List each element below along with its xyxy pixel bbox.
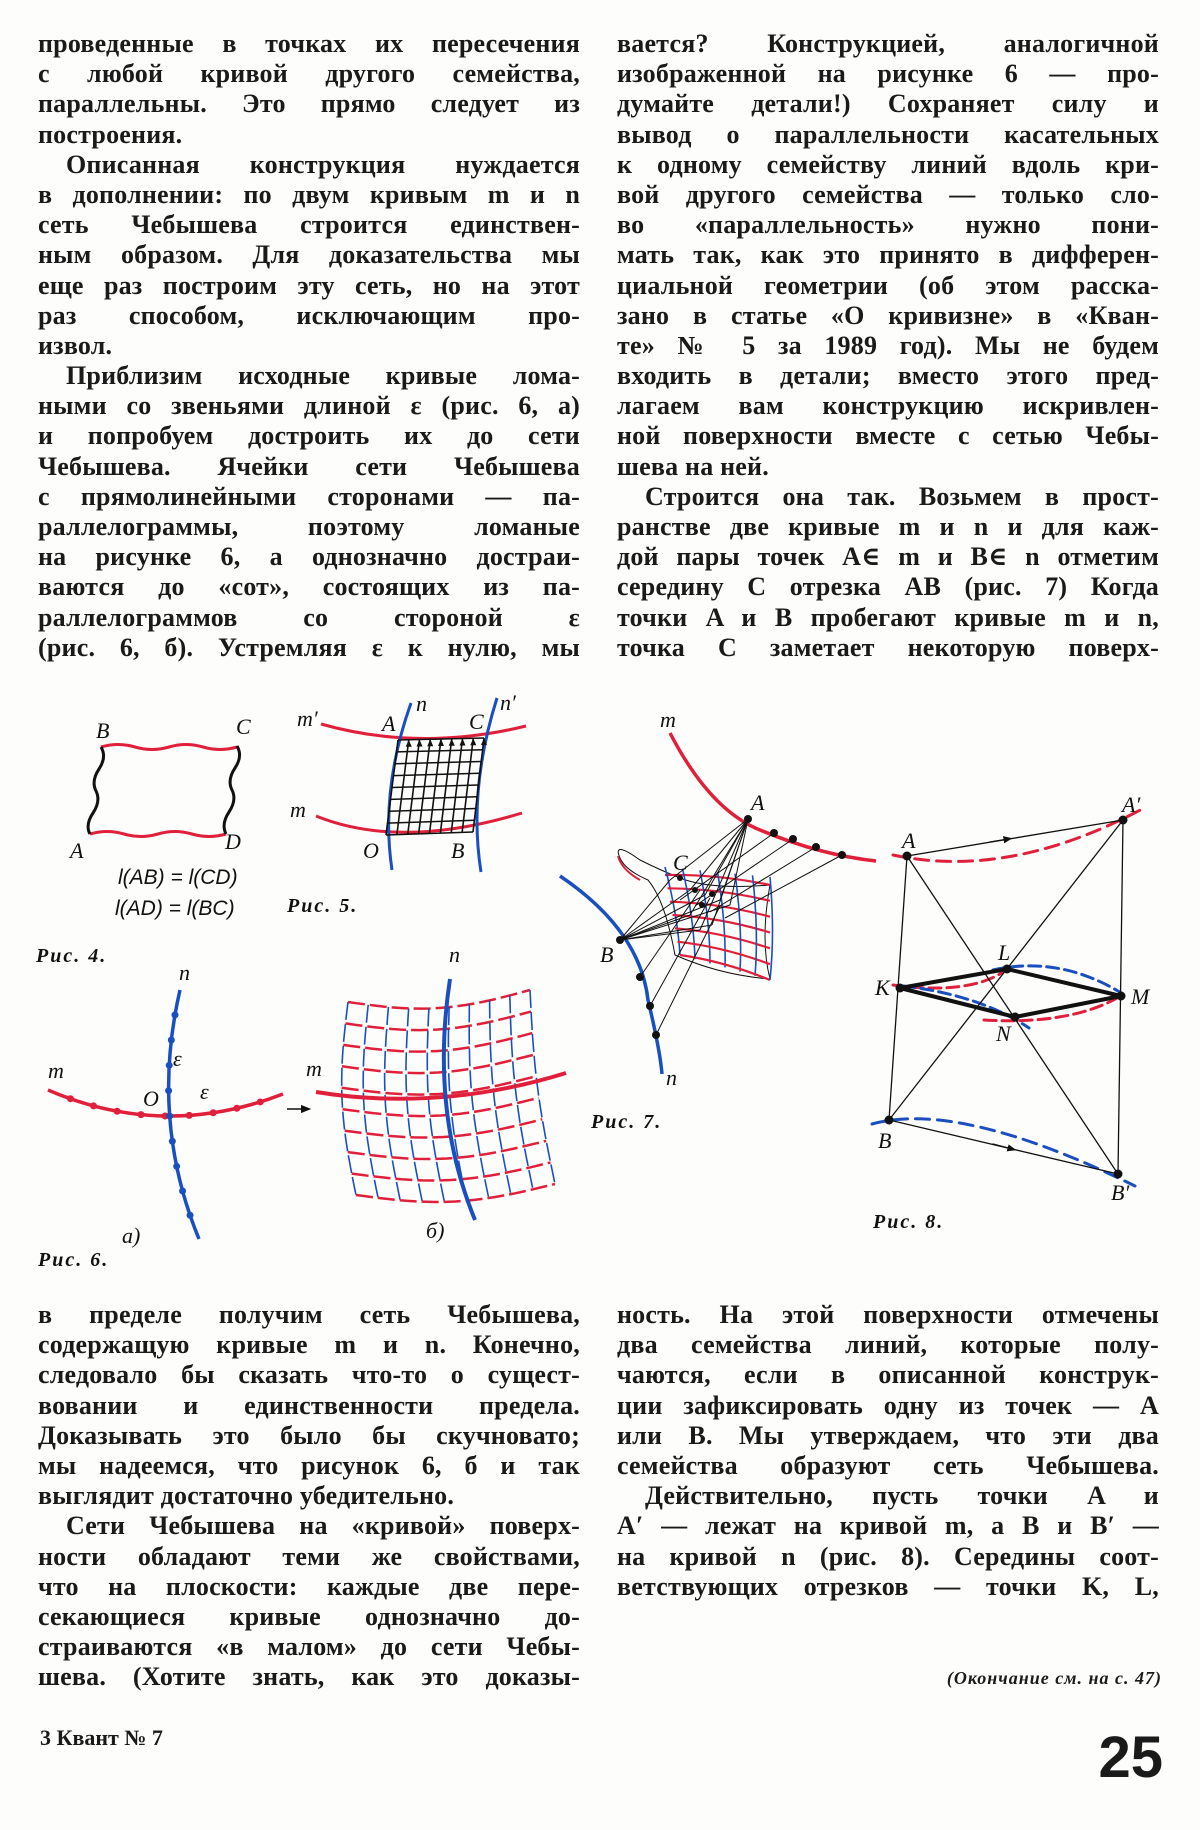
text-line: A′ — лежат на кривой m, а B и B′ —	[617, 1511, 1159, 1541]
vertex-dot	[171, 1011, 178, 1018]
continuation-note: (Окончание см. на с. 47)	[946, 1668, 1162, 1688]
text-line: входить в детали; вместо этого пред-	[617, 361, 1159, 391]
label-a-prime: A′	[1122, 792, 1141, 817]
text-line: построения.	[38, 119, 183, 149]
text-line: ной поверхности вместе с сетью Чебы-	[617, 421, 1159, 451]
curve-ab	[88, 747, 103, 834]
figure-5	[286, 690, 526, 917]
text-line: дой пары точек A∈ m и B∈ n отметим	[617, 542, 1159, 572]
text-line: с любой кривой другого семейства,	[38, 59, 580, 89]
page-number: 25	[1098, 1725, 1163, 1790]
label-n-prime: n′	[500, 690, 516, 715]
grid-line-m-family	[348, 990, 530, 1009]
text-line: середину C отрезка AB (рис. 7) Когда	[617, 572, 1159, 602]
vertex-dot	[166, 1062, 173, 1069]
grid-line-m-family	[343, 1098, 539, 1116]
label-c: C	[673, 850, 688, 875]
label-epsilon-horizontal: ε	[200, 1079, 209, 1104]
text-line: чаются, если в описанной конструк-	[617, 1360, 1159, 1390]
vertex-dot	[186, 1112, 193, 1119]
formula-ab-cd: l(AB) = l(CD)	[118, 866, 238, 889]
vertex-dot	[233, 1105, 240, 1112]
grid-line-n-family	[406, 1008, 422, 1201]
text-line: ции зафиксировать одну из точек — A	[617, 1390, 1159, 1420]
grid-line-m-family	[346, 1012, 532, 1031]
vertex-dot	[187, 1212, 194, 1219]
vertex-dot	[179, 1187, 186, 1194]
polyline-vertices	[67, 1011, 264, 1218]
point-dot	[744, 815, 752, 823]
arrow-icon	[460, 739, 466, 746]
label-o: O	[143, 1086, 159, 1111]
label-b: B	[96, 718, 110, 743]
text-line: (рис. 6, б). Устремляя ε к нулю, мы	[38, 632, 580, 662]
label-b-prime: B′	[1111, 1180, 1130, 1205]
text-line: вывод о параллельности касательных	[617, 119, 1159, 149]
arrow-icon	[993, 1144, 1012, 1149]
text-line: мы надеемся, что рисунок 6, б и так	[38, 1450, 580, 1480]
text-line: содержащую кривые m и n. Конечно,	[38, 1330, 580, 1360]
grid-line-n-family	[469, 1004, 489, 1198]
text-line: на кривой n (рис. 8). Середины соот-	[617, 1541, 1159, 1571]
vertex-dot	[137, 1111, 144, 1118]
label-m: m	[290, 797, 306, 822]
figure-4	[35, 714, 251, 967]
label-c: C	[236, 714, 251, 739]
points	[885, 816, 1128, 1179]
mesh-line-n-family	[753, 875, 757, 976]
text-line: Сети Чебышева на «кривой» поверх-	[66, 1511, 580, 1541]
text-line: Приблизим исходные кривые лома-	[66, 361, 580, 391]
chebyshev-grid	[386, 738, 487, 835]
text-line: изображенной на рисунке 6 — про-	[617, 59, 1159, 89]
label-n-b: n	[449, 942, 460, 967]
text-line: зано в статье «О кривизне» в «Кван-	[617, 300, 1159, 330]
grid-line-m-family	[348, 1141, 546, 1159]
midpoint-dot	[709, 891, 715, 897]
label-m-b: m	[306, 1056, 322, 1081]
grid-line-n-family	[427, 1009, 444, 1202]
point-dot	[789, 835, 797, 843]
text-line: вается? Конструкцией, аналогичной	[617, 29, 1159, 58]
text-line: секающиеся кривые однозначно до-	[38, 1601, 580, 1631]
grid-line-m-family	[345, 1119, 543, 1137]
text-line: циальной геометрии (об этом расска-	[617, 270, 1159, 300]
label-m: M	[1131, 984, 1150, 1009]
label-n: N	[996, 1021, 1011, 1046]
text-line: и попробуем достроить их до сети	[38, 421, 580, 451]
text-line: на рисунке 6, а однозначно достраи-	[38, 542, 580, 572]
midpoint-dot	[699, 902, 705, 908]
text-line: ности обладают теми же свойствами,	[38, 1541, 580, 1571]
label-m: m	[48, 1058, 64, 1083]
arrow-icon	[438, 739, 444, 746]
arrow-icon	[417, 740, 423, 747]
label-m: m	[660, 707, 676, 732]
text-line: к одному семейству линий вдоль кри-	[617, 149, 1159, 179]
caption-fig5: Рис. 5.	[287, 895, 359, 917]
text-line: извол.	[38, 330, 113, 360]
text-line: сеть Чебышева строится единствен-	[38, 210, 580, 240]
text-line: ным образом. Для доказательства мы	[38, 240, 580, 270]
label-sub-b: б)	[426, 1218, 445, 1243]
curve-m-dashed	[893, 808, 1144, 861]
arrow-icon	[990, 839, 1008, 842]
text-line: те» № 5 за 1989 год). Мы не будем	[617, 330, 1159, 360]
curve-n	[560, 876, 662, 1074]
vertex-dot	[67, 1095, 74, 1102]
text-line: вовании и единственности предела.	[38, 1390, 580, 1420]
label-epsilon-vertical: ε	[173, 1046, 182, 1071]
vertex-dot	[165, 1087, 172, 1094]
label-k: K	[875, 975, 890, 1000]
label-o: O	[363, 838, 379, 863]
text-line: Описанная конструкция нуждается	[66, 149, 580, 179]
grid-line-n-family	[385, 1007, 401, 1200]
arrow-icon	[406, 740, 412, 747]
text-line: следовало бы сказать что-то о сущест-	[38, 1360, 580, 1390]
point-dot	[896, 984, 905, 993]
vertex-dot	[166, 1113, 173, 1120]
text-line: во «параллельность» нужно пони-	[617, 210, 1159, 240]
vertex-dot	[90, 1102, 97, 1109]
caption-fig4: Рис. 4.	[36, 945, 108, 967]
grid-line-m-family	[342, 1076, 537, 1094]
grid-line-n-family	[510, 995, 533, 1189]
text-line: в дополнении: по двум кривым m и n	[38, 179, 580, 209]
text-line: семейства образуют сеть Чебышева.	[617, 1450, 1159, 1480]
caption-fig7: Рис. 7.	[591, 1111, 663, 1133]
text-line: раллелограммы, поэтому ломаные	[38, 512, 580, 541]
text-line: Доказывать это было бы скучновато;	[38, 1420, 580, 1450]
figure-7	[560, 707, 876, 1133]
curve-m-polyline	[48, 1090, 283, 1116]
text-line: думайте детали!) Сохраняет силу и	[617, 89, 1159, 119]
label-a: A	[902, 828, 916, 853]
text-line: два семейства линий, которые полу-	[617, 1330, 1159, 1360]
caption-fig6: Рис. 6.	[38, 1249, 110, 1271]
vertex-dot	[257, 1098, 264, 1105]
curve-ad	[90, 832, 226, 837]
text-line: проведенные в точках их пересечения	[38, 29, 580, 58]
curve-m	[670, 733, 876, 861]
label-b: B	[451, 838, 465, 863]
segment	[710, 847, 816, 912]
point-dot	[1011, 1013, 1020, 1022]
grid-line-m-family	[352, 1162, 551, 1180]
point-dot	[616, 936, 624, 944]
label-n: n	[179, 960, 190, 985]
text-line: шева. (Хотите знать, как это доказы-	[38, 1662, 580, 1692]
text-line: или B. Мы утверждаем, что эти два	[617, 1420, 1159, 1450]
vertex-dot	[173, 1163, 180, 1170]
point-dot	[770, 829, 778, 837]
text-line: лагаем вам конструкцию искривлен-	[617, 391, 1159, 421]
caption-fig8: Рис. 8.	[873, 1211, 945, 1233]
text-line: страиваются «в малом» до сети Чебы-	[38, 1632, 580, 1662]
curve-m-prime	[321, 724, 526, 739]
grid-line-n-family	[490, 1000, 511, 1194]
text-line: выглядит достаточно убедительно.	[38, 1481, 455, 1511]
vertex-dot	[169, 1138, 176, 1145]
issue-label: 3 Квант № 7	[40, 1725, 163, 1750]
point-dot	[652, 1031, 660, 1039]
grid-line-m-family	[356, 1184, 555, 1202]
label-n: n	[416, 691, 427, 716]
text-line: в пределе получим сеть Чебышева,	[38, 1300, 580, 1329]
figure-8	[872, 792, 1151, 1233]
arrow-icon	[427, 739, 433, 746]
vertex-dot	[168, 1037, 175, 1044]
vertex-dot	[114, 1108, 121, 1115]
text-line: вой другого семейства — только сло-	[617, 179, 1159, 209]
text-line: Чебышева. Ячейки сети Чебышева	[38, 451, 580, 481]
text-line: точка C заметает некоторую поверх-	[617, 632, 1159, 662]
point-dot	[1114, 1170, 1123, 1179]
grid-line-m-family	[342, 1055, 534, 1073]
point-dot	[646, 1002, 654, 1010]
text-line: с прямолинейными сторонами — па-	[38, 481, 580, 511]
label-n: n	[666, 1065, 677, 1090]
point-dot	[1003, 965, 1012, 974]
formula-ad-bc: l(AD) = l(BC)	[115, 897, 235, 920]
grid-line-n-family	[363, 1005, 378, 1198]
label-b: B	[600, 942, 614, 967]
text-line: ность. На этой поверхности отмечены	[617, 1300, 1159, 1329]
figure-6	[37, 942, 566, 1271]
label-b: B	[878, 1128, 892, 1153]
label-a: A	[70, 838, 84, 863]
text-line: раллелограммов со стороной ε	[38, 602, 580, 632]
point-dot	[636, 973, 644, 981]
midpoint-dot	[677, 875, 683, 881]
text-line: Строится она так. Возьмем в прост-	[645, 481, 1159, 511]
grid-line-n-family	[530, 990, 555, 1184]
text-line: шева на ней.	[617, 451, 769, 481]
segment-a-a-prime	[907, 820, 1123, 856]
curve-bc	[101, 745, 237, 750]
point-dot	[812, 843, 820, 851]
curve-cd	[224, 746, 239, 834]
label-a: A	[751, 790, 765, 815]
label-c: C	[469, 709, 484, 734]
text-line: Действительно, пусть точки A и	[645, 1481, 1159, 1511]
text-line: точки A и B пробегают кривые m и n,	[617, 602, 1159, 632]
text-line: что на плоскости: каждые две пере-	[38, 1571, 580, 1601]
grid-line-m-family	[343, 1033, 532, 1052]
midpoint-dot	[692, 887, 698, 893]
arrow-icon	[470, 738, 476, 745]
text-line: мать так, как это принято в дифферен-	[617, 240, 1159, 270]
text-line: ранстве две кривые m и n и для каж-	[617, 512, 1159, 541]
label-a: A	[382, 711, 396, 736]
text-line: раз способом, исключающим про-	[38, 300, 580, 330]
label-l: L	[998, 940, 1011, 965]
text-line: параллельны. Это прямо следует из	[38, 89, 580, 119]
label-m-prime: m′	[297, 706, 318, 731]
text-line: еще раз построим эту сеть, но на этот	[38, 270, 580, 300]
point-dot	[838, 851, 846, 859]
vertex-dot	[210, 1109, 217, 1116]
label-sub-a: а)	[122, 1223, 141, 1248]
label-d: D	[225, 829, 241, 854]
text-line: ными со звеньями длиной ε (рис. 6, а)	[38, 391, 580, 421]
text-line: ваются до «сот», состоящих из па-	[38, 572, 580, 602]
point-dot	[1117, 992, 1126, 1001]
curve-n-dashed	[872, 1119, 1135, 1186]
arrow-icon	[449, 739, 455, 746]
segment	[650, 898, 710, 1006]
text-line: ветствующих отрезков — точки K, L,	[617, 1571, 1159, 1601]
point-dot	[885, 1116, 894, 1125]
